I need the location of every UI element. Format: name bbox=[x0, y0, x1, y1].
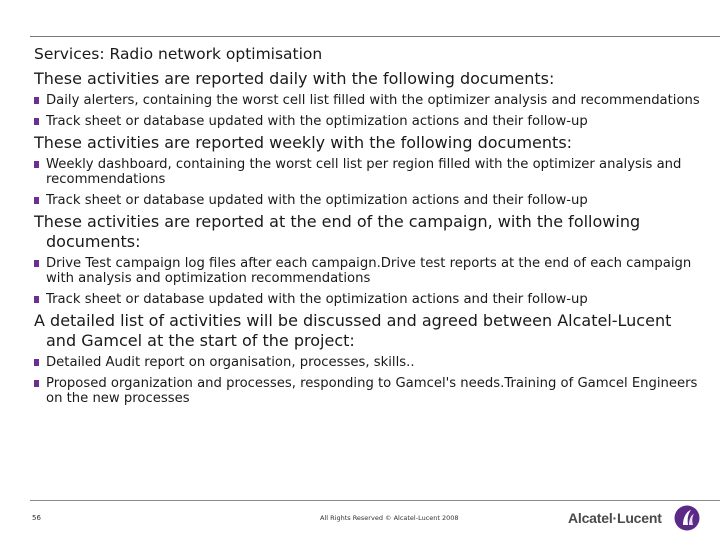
section-heading-activities: A detailed list of activities will be discussed and agreed between Alcatel-Lucent and Gamcel at the start of the project: bbox=[34, 311, 672, 350]
bullet-text: Track sheet or database updated with the optimization actions and their follow-up bbox=[46, 292, 588, 307]
bullet-list-daily bbox=[34, 93, 706, 129]
list-item bbox=[34, 193, 706, 208]
bullet-text: Detailed Audit report on organisation, processes, skills.. bbox=[46, 355, 415, 370]
top-divider bbox=[30, 36, 720, 37]
bullet-text: Track sheet or database updated with the optimization actions and their follow-up bbox=[46, 114, 588, 129]
bullet-text: Drive Test campaign log files after each campaign.Drive test reports at the end of each campaign with analysis and optimization recommendations bbox=[46, 256, 692, 286]
bullet-text: Track sheet or database updated with the optimization actions and their follow-up bbox=[46, 193, 588, 208]
square-bullet-icon bbox=[34, 118, 39, 125]
square-bullet-icon bbox=[34, 296, 39, 303]
copyright-notice: All Rights Reserved © Alcatel-Lucent 2008 bbox=[320, 514, 459, 522]
bullet-text: Weekly dashboard, containing the worst cell list per region filled with the optimizer analysis and recommendations bbox=[46, 157, 682, 187]
square-bullet-icon bbox=[34, 380, 39, 387]
section-heading-weekly: These activities are reported weekly with the following documents: bbox=[34, 133, 573, 152]
list-item bbox=[34, 93, 706, 108]
section-heading-campaign: These activities are reported at the end of the campaign, with the following documents: bbox=[34, 212, 641, 251]
bullet-list-activities bbox=[34, 355, 706, 406]
square-bullet-icon bbox=[34, 359, 39, 366]
slide-title: Services: Radio network optimisation bbox=[34, 45, 323, 63]
page-number: 56 bbox=[32, 514, 41, 522]
slide-content bbox=[34, 44, 706, 410]
alcatel-lucent-logo-icon bbox=[674, 505, 700, 531]
bullet-text: Proposed organization and processes, responding to Gamcel's needs.Training of Gamcel Engineers on the new processes bbox=[46, 376, 698, 406]
list-item bbox=[34, 256, 706, 286]
square-bullet-icon bbox=[34, 260, 39, 267]
bullet-list-weekly bbox=[34, 157, 706, 208]
list-item bbox=[34, 114, 706, 129]
brand-wordmark: Alcatel·Lucent bbox=[568, 510, 662, 526]
list-item bbox=[34, 157, 706, 187]
list-item bbox=[34, 376, 706, 406]
footer-divider bbox=[30, 500, 720, 501]
bullet-list-campaign bbox=[34, 256, 706, 307]
square-bullet-icon bbox=[34, 197, 39, 204]
bullet-text: Daily alerters, containing the worst cell list filled with the optimizer analysis and recommendations bbox=[46, 93, 700, 108]
list-item bbox=[34, 292, 706, 307]
section-heading-daily: These activities are reported daily with the following documents: bbox=[34, 69, 555, 88]
square-bullet-icon bbox=[34, 97, 39, 104]
square-bullet-icon bbox=[34, 161, 39, 168]
list-item bbox=[34, 355, 706, 370]
